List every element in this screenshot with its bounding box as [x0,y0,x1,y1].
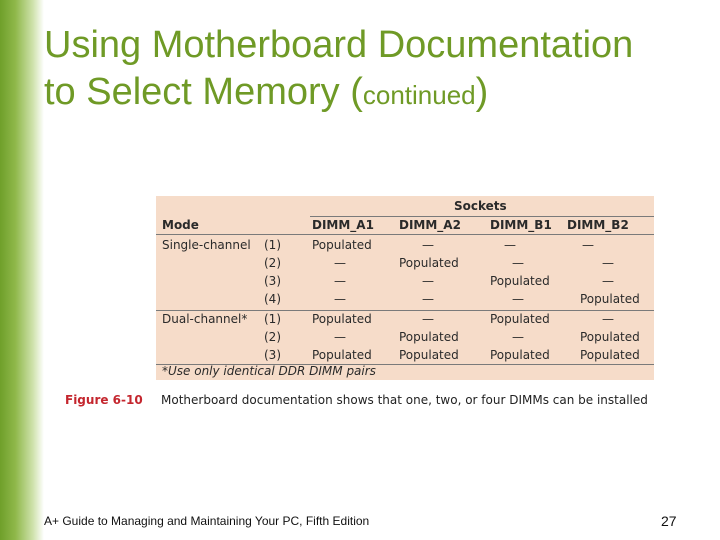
dimm-b1-cell: — [512,256,524,270]
table-footnote: *Use only identical DDR DIMM pairs [162,364,376,378]
config-number: (2) [264,256,281,270]
dimm-a1-cell: — [334,330,346,344]
config-number: (3) [264,274,281,288]
dimm-a2-cell: — [422,312,434,326]
dimm-a2-cell: Populated [399,348,459,362]
dimm-b1-cell: Populated [490,348,550,362]
slide-title [44,22,704,119]
dimm-b2-cell: — [602,256,614,270]
dimm-b1-cell: — [512,292,524,306]
config-number: (1) [264,238,281,252]
table-row [156,254,654,272]
dimm-b2-cell: — [602,274,614,288]
footer-book-title: A+ Guide to Managing and Maintaining Your PC, Fifth Edition [44,514,370,528]
table-row [156,310,654,328]
dimm-b2-cell: — [582,238,594,252]
table-row [156,290,654,308]
dimm-b1-cell: — [504,238,516,252]
table-row [156,272,654,290]
title-close-paren: ) [475,71,489,113]
dimm-a2-cell: Populated [399,330,459,344]
dimm-a1-cell: Populated [312,238,372,252]
dimm-b2-cell: Populated [580,292,640,306]
dimm-b1-cell: Populated [490,312,550,326]
header-mode: Mode [162,218,199,232]
dimm-b1-cell: — [512,330,524,344]
footer-page-number: 27 [661,513,677,529]
figure-label: Figure 6-10 [65,393,143,407]
figure-caption: Motherboard documentation shows that one, two, or four DIMMs can be installed [161,393,648,407]
dimm-b2-cell: — [602,312,614,326]
table-row [156,346,654,364]
dimm-b2-cell: Populated [580,330,640,344]
table-row [156,328,654,346]
dimm-a2-cell: — [422,238,434,252]
table-header-row [156,216,654,234]
dimm-a1-cell: — [334,256,346,270]
config-number: (3) [264,348,281,362]
header-dimm-b2: DIMM_B2 [567,218,629,232]
dimm-a2-cell: — [422,274,434,288]
config-number: (2) [264,330,281,344]
memory-config-table [156,196,654,380]
sockets-group-header: Sockets [454,199,507,213]
config-number: (1) [264,312,281,326]
table-row [156,236,654,254]
dimm-a2-cell: — [422,292,434,306]
title-continued: continued [362,80,476,110]
header-dimm-a2: DIMM_A2 [399,218,461,232]
dimm-a1-cell: Populated [312,348,372,362]
left-accent-bar [0,0,44,540]
config-number: (4) [264,292,281,306]
header-dimm-a1: DIMM_A1 [312,218,374,232]
dimm-a1-cell: Populated [312,312,372,326]
mode-cell: Dual-channel* [162,312,248,326]
title-line-2-text: to Select Memory ( [44,71,363,113]
dimm-a1-cell: — [334,274,346,288]
mode-cell: Single-channel [162,238,251,252]
header-divider [156,234,654,235]
dimm-b2-cell: Populated [580,348,640,362]
dimm-a2-cell: Populated [399,256,459,270]
dimm-b1-cell: Populated [490,274,550,288]
title-line-2 [44,69,704,119]
dimm-a1-cell: — [334,292,346,306]
header-dimm-b1: DIMM_B1 [490,218,552,232]
title-line-1: Using Motherboard Documentation [44,24,634,66]
